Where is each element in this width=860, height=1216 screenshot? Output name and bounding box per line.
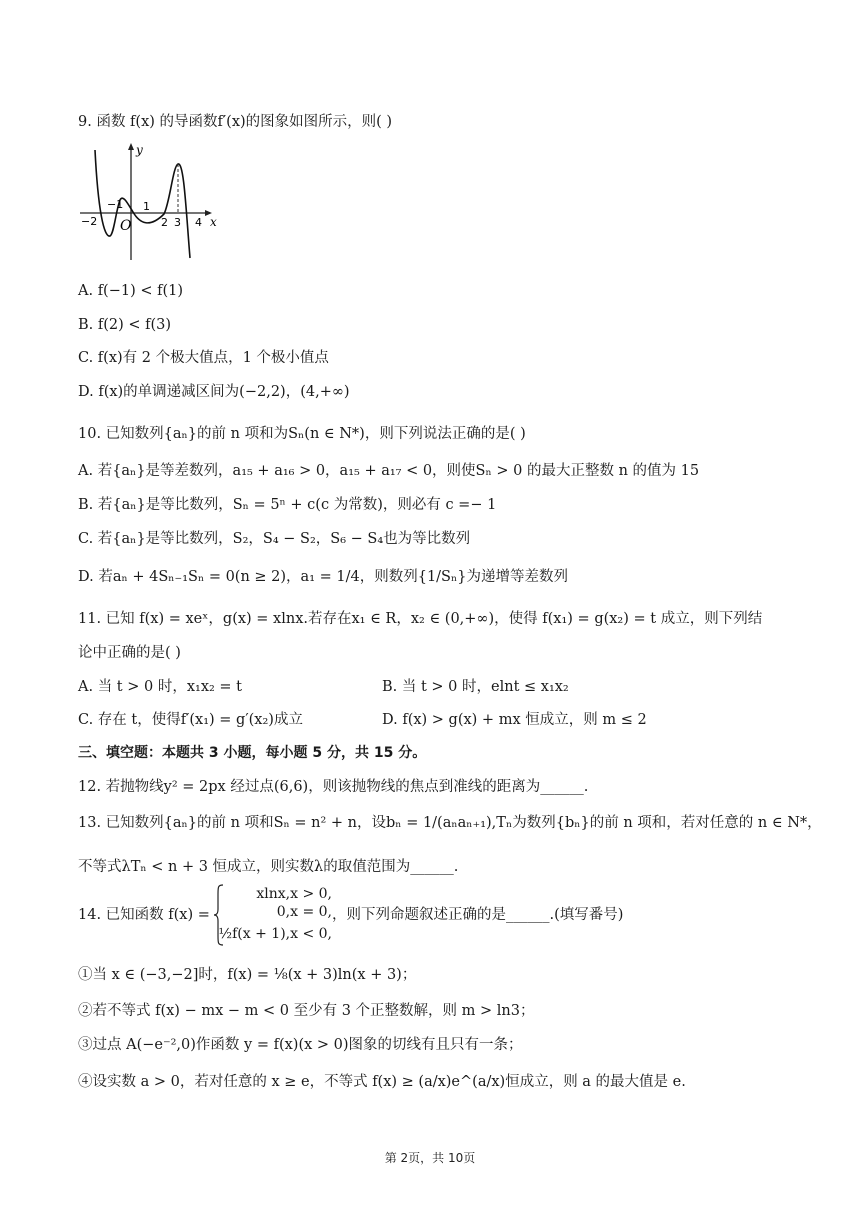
tick-label: 3 (174, 216, 181, 229)
q14-item-3: ③过点 A(−e⁻²,0)作函数 y = f(x)(x > 0)图象的切线有且只有一条； (78, 1037, 523, 1053)
y-label: y (136, 143, 143, 157)
q11-option-a: A. 当 t > 0 时，x₁x₂ = t (78, 679, 243, 695)
tick-label: 1 (143, 200, 150, 213)
q13-line1: 13. 已知数列{aₙ}的前 n 项和Sₙ = n² + n，设bₙ = 1/(aₙaₙ₊₁),Tₙ为数列{bₙ}的前 n 项和，若对任意的 n ∈ N*， (78, 815, 822, 831)
q13-line2: 不等式λTₙ < n + 3 恒成立，则实数λ的取值范围为______. (78, 859, 459, 875)
q10-stem: 10. 已知数列{aₙ}的前 n 项和为Sₙ(n ∈ N*)，则下列说法正确的是( ) (78, 426, 526, 442)
q11-option-c: C. 存在 t，使得f′(x₁) = g′(x₂)成立 (78, 712, 303, 728)
q12-stem: 12. 若抛物线y² = 2px 经过点(6,6)，则该抛物线的焦点到准线的距离为______. (78, 779, 589, 795)
tick-label: −2 (81, 215, 98, 228)
q9-option-a: A. f(−1) < f(1) (78, 283, 184, 299)
q10-option-d: D. 若aₙ + 4Sₙ₋₁Sₙ = 0(n ≥ 2)，a₁ = 1/4，则数列{1/Sₙ}为递增等差数列 (78, 569, 568, 585)
tick-label: −1 (107, 198, 124, 211)
page-footer: 第 2页，共 10页 (384, 1151, 476, 1165)
q14-case1: xlnx,x > 0, (256, 886, 332, 902)
q9-option-b: B. f(2) < f(3) (78, 317, 172, 333)
q14-case3: ½f(x + 1),x < 0, (218, 926, 332, 942)
q10-option-c: C. 若{aₙ}是等比数列，S₂，S₄ − S₂，S₆ − S₄也为等比数列 (78, 531, 471, 547)
tick-label: 2 (161, 216, 168, 229)
x-label: x (210, 215, 217, 229)
q10-option-b: B. 若{aₙ}是等比数列，Sₙ = 5ⁿ + c(c 为常数)，则必有 c =− 1 (78, 497, 497, 513)
q14-prefix: 14. 已知函数 f(x) = (78, 907, 210, 923)
q10-option-a: A. 若{aₙ}是等差数列，a₁₅ + a₁₆ > 0，a₁₅ + a₁₇ < 0，则使Sₙ > 0 的最大正整数 n 的值为 15 (78, 463, 700, 479)
tick-label: 4 (195, 216, 202, 229)
q14-suffix: ，则下列命题叙述正确的是______.(填写番号) (332, 907, 624, 923)
origin-label: O (120, 218, 132, 234)
y-axis-arrow-icon (128, 143, 134, 150)
q11-option-b: B. 当 t > 0 时，elnt ≤ x₁x₂ (382, 679, 569, 695)
q14-item-2: ②若不等式 f(x) − mx − m < 0 至少有 3 个正整数解，则 m > ln3； (78, 1003, 535, 1019)
section-heading: 三、填空题：本题共 3 小题，每小题 5 分，共 15 分。 (78, 745, 427, 761)
q9-derivative-graph (78, 140, 218, 264)
q14-item-1: ①当 x ∈ (−3,−2]时，f(x) = ⅛(x + 3)ln(x + 3)； (78, 967, 417, 983)
q11-option-d: D. f(x) > g(x) + mx 恒成立，则 m ≤ 2 (382, 712, 647, 728)
q14-item-4: ④设实数 a > 0，若对任意的 x ≥ e，不等式 f(x) ≥ (a/x)e^(a/x)恒成立，则 a 的最大值是 e. (78, 1074, 686, 1090)
q11-stem-line1: 11. 已知 f(x) = xeˣ，g(x) = xlnx.若存在x₁ ∈ R，x₂ ∈ (0,+∞)，使得 f(x₁) = g(x₂) = t 成立，则下列结 (78, 611, 763, 627)
q14-case2: 0,x = 0, (276, 904, 332, 920)
q9-stem: 9. 函数 f(x) 的导函数f′(x)的图象如图所示，则( ) (78, 114, 393, 130)
q9-option-d: D. f(x)的单调递减区间为(−2,2)，(4,+∞) (78, 384, 350, 400)
q11-stem-line2: 论中正确的是( ) (78, 645, 181, 661)
q9-option-c: C. f(x)有 2 个极大值点，1 个极小值点 (78, 350, 329, 366)
